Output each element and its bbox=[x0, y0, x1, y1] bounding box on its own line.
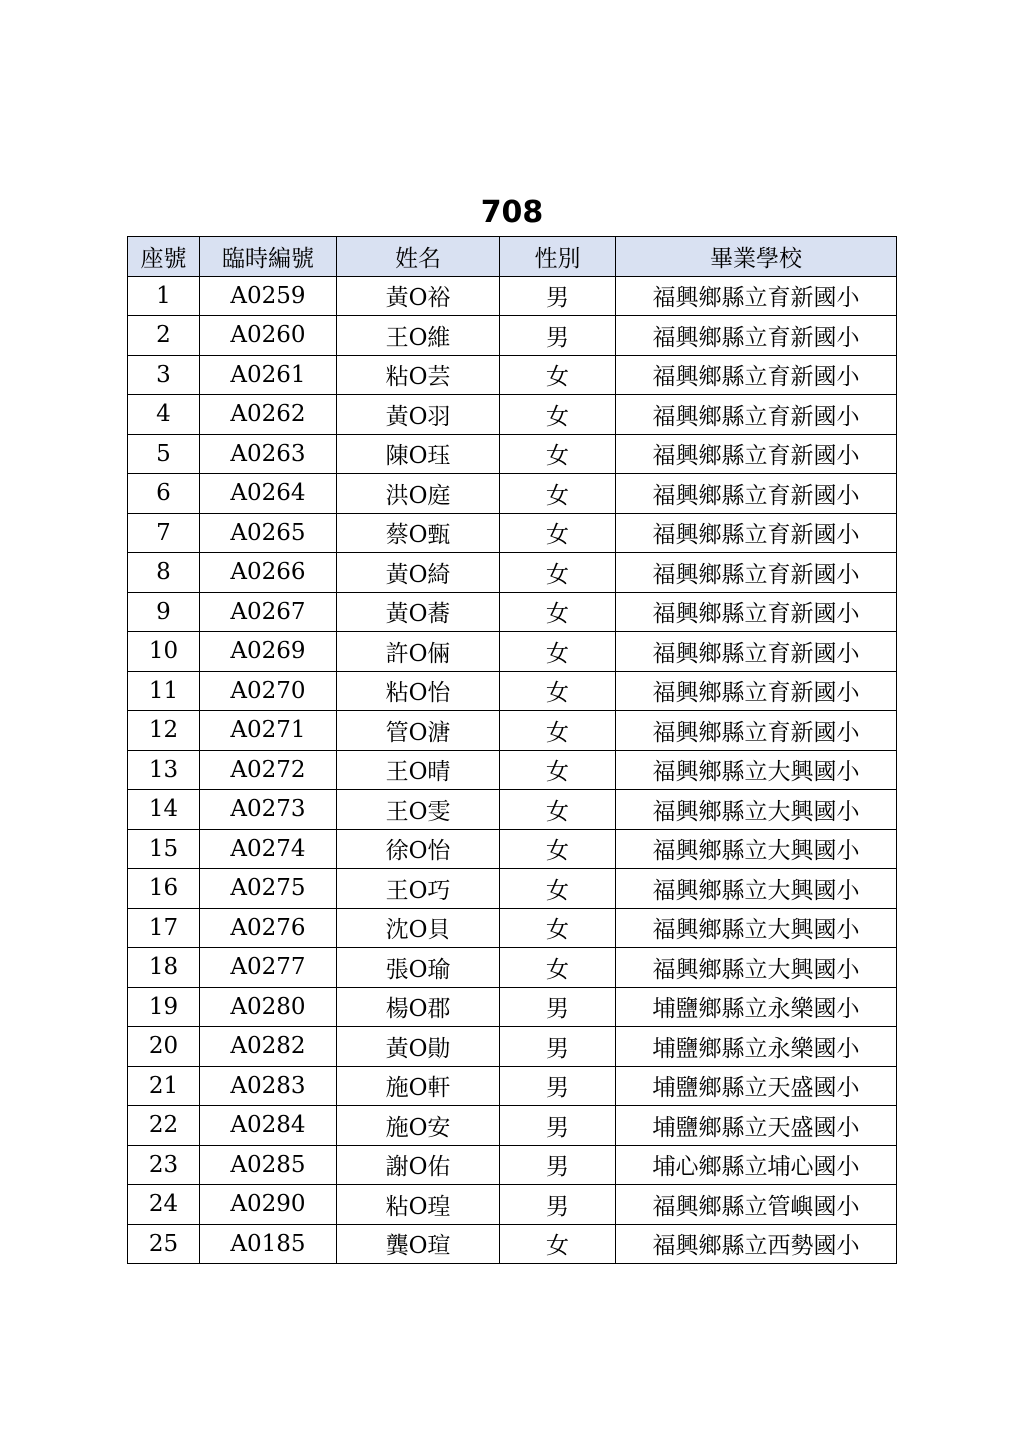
cell-graduated-school: 福興鄉縣立育新國小 bbox=[616, 592, 897, 632]
cell-temp-id: A0280 bbox=[200, 987, 337, 1027]
cell-seat-number: 9 bbox=[128, 592, 200, 632]
cell-gender: 女 bbox=[500, 395, 616, 435]
cell-seat-number: 16 bbox=[128, 869, 200, 909]
cell-seat-number: 19 bbox=[128, 987, 200, 1027]
cell-gender: 女 bbox=[500, 474, 616, 514]
cell-temp-id: A0269 bbox=[200, 632, 337, 672]
cell-graduated-school: 福興鄉縣立育新國小 bbox=[616, 355, 897, 395]
cell-temp-id: A0283 bbox=[200, 1066, 337, 1106]
cell-name: 施O軒 bbox=[337, 1066, 500, 1106]
cell-gender: 女 bbox=[500, 434, 616, 474]
cell-temp-id: A0290 bbox=[200, 1185, 337, 1225]
table-body bbox=[128, 276, 897, 1264]
cell-graduated-school: 福興鄉縣立育新國小 bbox=[616, 711, 897, 751]
cell-gender: 男 bbox=[500, 1185, 616, 1225]
cell-seat-number: 11 bbox=[128, 671, 200, 711]
header-graduated-school: 畢業學校 bbox=[616, 237, 897, 277]
table-row bbox=[128, 632, 897, 672]
cell-name: 沈O貝 bbox=[337, 908, 500, 948]
cell-gender: 女 bbox=[500, 948, 616, 988]
table-row bbox=[128, 474, 897, 514]
cell-name: 粘O怡 bbox=[337, 671, 500, 711]
cell-gender: 女 bbox=[500, 671, 616, 711]
cell-name: 張O瑜 bbox=[337, 948, 500, 988]
cell-seat-number: 20 bbox=[128, 1027, 200, 1067]
cell-seat-number: 13 bbox=[128, 750, 200, 790]
cell-gender: 男 bbox=[500, 987, 616, 1027]
cell-graduated-school: 福興鄉縣立育新國小 bbox=[616, 632, 897, 672]
cell-name: 龔O瑄 bbox=[337, 1224, 500, 1264]
cell-gender: 女 bbox=[500, 632, 616, 672]
cell-gender: 女 bbox=[500, 1224, 616, 1264]
cell-seat-number: 5 bbox=[128, 434, 200, 474]
table-row bbox=[128, 513, 897, 553]
cell-gender: 女 bbox=[500, 553, 616, 593]
table-row bbox=[128, 395, 897, 435]
cell-name: 王O雯 bbox=[337, 790, 500, 830]
cell-seat-number: 7 bbox=[128, 513, 200, 553]
cell-graduated-school: 福興鄉縣立育新國小 bbox=[616, 474, 897, 514]
cell-seat-number: 3 bbox=[128, 355, 200, 395]
cell-temp-id: A0276 bbox=[200, 908, 337, 948]
header-temp-id: 臨時編號 bbox=[200, 237, 337, 277]
cell-temp-id: A0277 bbox=[200, 948, 337, 988]
cell-name: 許O倆 bbox=[337, 632, 500, 672]
cell-name: 陳O珏 bbox=[337, 434, 500, 474]
header-name: 姓名 bbox=[337, 237, 500, 277]
cell-graduated-school: 福興鄉縣立大興國小 bbox=[616, 750, 897, 790]
cell-graduated-school: 福興鄉縣立育新國小 bbox=[616, 671, 897, 711]
cell-name: 王O晴 bbox=[337, 750, 500, 790]
cell-seat-number: 4 bbox=[128, 395, 200, 435]
cell-seat-number: 25 bbox=[128, 1224, 200, 1264]
cell-gender: 男 bbox=[500, 1106, 616, 1146]
table-row bbox=[128, 908, 897, 948]
student-roster-table bbox=[127, 236, 897, 1264]
cell-temp-id: A0272 bbox=[200, 750, 337, 790]
cell-name: 黃O綺 bbox=[337, 553, 500, 593]
cell-gender: 男 bbox=[500, 1027, 616, 1067]
cell-name: 謝O佑 bbox=[337, 1145, 500, 1185]
cell-graduated-school: 福興鄉縣立育新國小 bbox=[616, 513, 897, 553]
cell-gender: 女 bbox=[500, 790, 616, 830]
cell-name: 粘O芸 bbox=[337, 355, 500, 395]
cell-graduated-school: 福興鄉縣立育新國小 bbox=[616, 316, 897, 356]
cell-graduated-school: 福興鄉縣立管嶼國小 bbox=[616, 1185, 897, 1225]
table-row bbox=[128, 434, 897, 474]
cell-gender: 女 bbox=[500, 592, 616, 632]
cell-name: 王O維 bbox=[337, 316, 500, 356]
cell-gender: 女 bbox=[500, 829, 616, 869]
cell-graduated-school: 福興鄉縣立大興國小 bbox=[616, 948, 897, 988]
cell-graduated-school: 福興鄉縣立育新國小 bbox=[616, 434, 897, 474]
cell-seat-number: 21 bbox=[128, 1066, 200, 1106]
cell-gender: 男 bbox=[500, 1066, 616, 1106]
table-row bbox=[128, 1066, 897, 1106]
cell-graduated-school: 埔鹽鄉縣立天盛國小 bbox=[616, 1066, 897, 1106]
cell-name: 黃O羽 bbox=[337, 395, 500, 435]
cell-graduated-school: 福興鄉縣立大興國小 bbox=[616, 869, 897, 909]
cell-gender: 女 bbox=[500, 750, 616, 790]
cell-seat-number: 24 bbox=[128, 1185, 200, 1225]
table-row bbox=[128, 1106, 897, 1146]
cell-graduated-school: 福興鄉縣立西勢國小 bbox=[616, 1224, 897, 1264]
cell-name: 黃O蕎 bbox=[337, 592, 500, 632]
cell-temp-id: A0285 bbox=[200, 1145, 337, 1185]
cell-name: 黃O裕 bbox=[337, 276, 500, 316]
table-row bbox=[128, 750, 897, 790]
cell-graduated-school: 埔鹽鄉縣立永樂國小 bbox=[616, 987, 897, 1027]
cell-seat-number: 6 bbox=[128, 474, 200, 514]
cell-gender: 男 bbox=[500, 276, 616, 316]
table-row bbox=[128, 1185, 897, 1225]
cell-gender: 女 bbox=[500, 355, 616, 395]
table-row bbox=[128, 316, 897, 356]
cell-seat-number: 18 bbox=[128, 948, 200, 988]
cell-temp-id: A0275 bbox=[200, 869, 337, 909]
cell-seat-number: 22 bbox=[128, 1106, 200, 1146]
cell-graduated-school: 福興鄉縣立大興國小 bbox=[616, 790, 897, 830]
cell-name: 徐O怡 bbox=[337, 829, 500, 869]
cell-seat-number: 23 bbox=[128, 1145, 200, 1185]
cell-seat-number: 2 bbox=[128, 316, 200, 356]
cell-temp-id: A0271 bbox=[200, 711, 337, 751]
cell-temp-id: A0262 bbox=[200, 395, 337, 435]
cell-name: 洪O庭 bbox=[337, 474, 500, 514]
cell-name: 管O溏 bbox=[337, 711, 500, 751]
table-row bbox=[128, 355, 897, 395]
cell-seat-number: 15 bbox=[128, 829, 200, 869]
cell-graduated-school: 埔鹽鄉縣立永樂國小 bbox=[616, 1027, 897, 1067]
cell-gender: 女 bbox=[500, 869, 616, 909]
cell-temp-id: A0273 bbox=[200, 790, 337, 830]
table-row bbox=[128, 592, 897, 632]
cell-name: 蔡O甄 bbox=[337, 513, 500, 553]
cell-temp-id: A0261 bbox=[200, 355, 337, 395]
table-row bbox=[128, 987, 897, 1027]
cell-name: 王O巧 bbox=[337, 869, 500, 909]
cell-seat-number: 1 bbox=[128, 276, 200, 316]
table-row bbox=[128, 829, 897, 869]
cell-gender: 女 bbox=[500, 908, 616, 948]
cell-gender: 男 bbox=[500, 1145, 616, 1185]
cell-temp-id: A0270 bbox=[200, 671, 337, 711]
cell-name: 粘O瑝 bbox=[337, 1185, 500, 1225]
cell-seat-number: 12 bbox=[128, 711, 200, 751]
table-row bbox=[128, 711, 897, 751]
table-row bbox=[128, 948, 897, 988]
cell-graduated-school: 福興鄉縣立大興國小 bbox=[616, 908, 897, 948]
header-gender: 性別 bbox=[500, 237, 616, 277]
cell-graduated-school: 福興鄉縣立育新國小 bbox=[616, 395, 897, 435]
cell-temp-id: A0282 bbox=[200, 1027, 337, 1067]
cell-temp-id: A0264 bbox=[200, 474, 337, 514]
table-row bbox=[128, 869, 897, 909]
header-seat-number: 座號 bbox=[128, 237, 200, 277]
cell-name: 黃O勛 bbox=[337, 1027, 500, 1067]
cell-graduated-school: 福興鄉縣立育新國小 bbox=[616, 553, 897, 593]
cell-gender: 女 bbox=[500, 513, 616, 553]
cell-graduated-school: 福興鄉縣立育新國小 bbox=[616, 276, 897, 316]
table-row bbox=[128, 671, 897, 711]
cell-seat-number: 10 bbox=[128, 632, 200, 672]
cell-temp-id: A0284 bbox=[200, 1106, 337, 1146]
table-row bbox=[128, 1224, 897, 1264]
cell-gender: 男 bbox=[500, 316, 616, 356]
cell-temp-id: A0265 bbox=[200, 513, 337, 553]
table-row bbox=[128, 276, 897, 316]
cell-graduated-school: 埔心鄉縣立埔心國小 bbox=[616, 1145, 897, 1185]
cell-temp-id: A0267 bbox=[200, 592, 337, 632]
cell-seat-number: 14 bbox=[128, 790, 200, 830]
table-row bbox=[128, 1145, 897, 1185]
table-header-row bbox=[128, 237, 897, 277]
cell-name: 施O安 bbox=[337, 1106, 500, 1146]
table-row bbox=[128, 790, 897, 830]
cell-temp-id: A0260 bbox=[200, 316, 337, 356]
table-row bbox=[128, 1027, 897, 1067]
cell-temp-id: A0259 bbox=[200, 276, 337, 316]
cell-seat-number: 17 bbox=[128, 908, 200, 948]
cell-temp-id: A0263 bbox=[200, 434, 337, 474]
cell-temp-id: A0274 bbox=[200, 829, 337, 869]
page-title: 708 bbox=[480, 195, 544, 230]
cell-graduated-school: 福興鄉縣立大興國小 bbox=[616, 829, 897, 869]
cell-graduated-school: 埔鹽鄉縣立天盛國小 bbox=[616, 1106, 897, 1146]
table-row bbox=[128, 553, 897, 593]
cell-temp-id: A0266 bbox=[200, 553, 337, 593]
cell-name: 楊O郡 bbox=[337, 987, 500, 1027]
cell-seat-number: 8 bbox=[128, 553, 200, 593]
cell-temp-id: A0185 bbox=[200, 1224, 337, 1264]
cell-gender: 女 bbox=[500, 711, 616, 751]
